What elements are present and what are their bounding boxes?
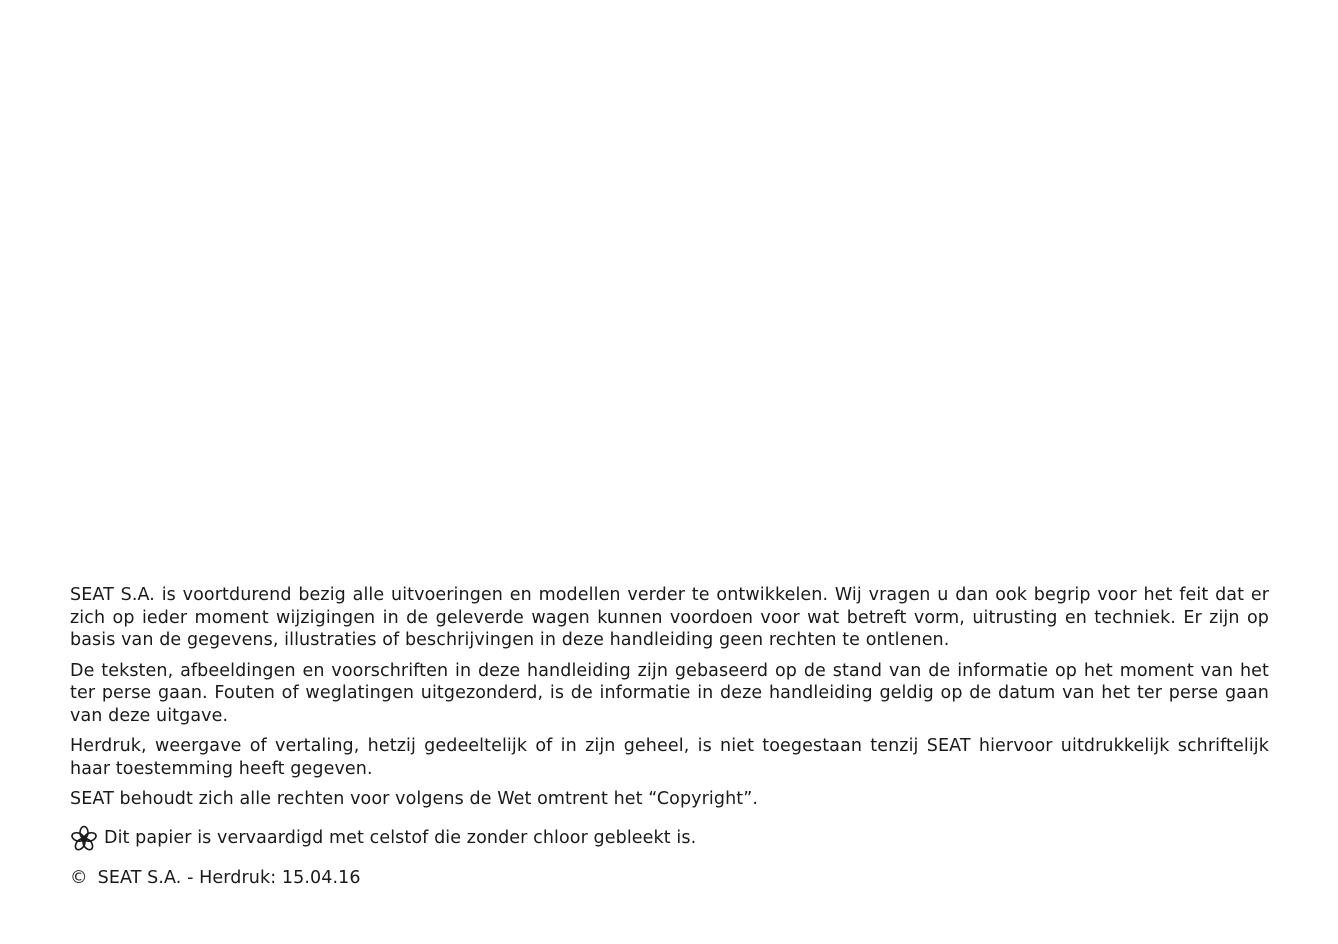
copyright-symbol: © [70,867,88,888]
copyright-text: SEAT S.A. - Herdruk: 15.04.16 [97,867,361,888]
legal-notice [70,584,1269,889]
paragraph-copyright-rights: SEAT behoudt zich alle rechten voor volgens de Wet omtrent het “Copyright”. [70,789,759,809]
copyright-line [70,867,1269,890]
flower-icon [70,825,98,853]
paragraph-reprint: Herdruk, weergave of vertaling, hetzij gedeeltelijk of in zijn geheel, is niet toegestaan tenzij SEAT hiervoor uitdrukkelijk schriftelijk haar toestemming heeft gegeven. [70,736,1269,779]
eco-note-text: Dit papier is vervaardigd met celstof die zonder chloor gebleekt is. [104,828,697,849]
paragraph-information: De teksten, afbeeldingen en voorschriften in deze handleiding zijn gebaseerd op de stand van de informatie op het moment van het ter perse gaan. Fouten of weglatingen uitgezonderd, is de informatie in deze handleiding geldig op de datum van het ter perse gaan van deze uitgave. [70,660,1269,726]
eco-note [70,825,1269,853]
paragraph-development: SEAT S.A. is voortdurend bezig alle uitvoeringen en modellen verder te ontwikkelen. Wij vragen u dan ook begrip voor het feit dat er zich op ieder moment wijzigingen in de geleverde wagen kunnen voordoen voor wat betreft vorm, uitrusting en techniek. Er zijn op basis van de gegevens, illustraties of beschrijvingen in deze handleiding geen rechten te ontlenen. [70,585,1269,650]
